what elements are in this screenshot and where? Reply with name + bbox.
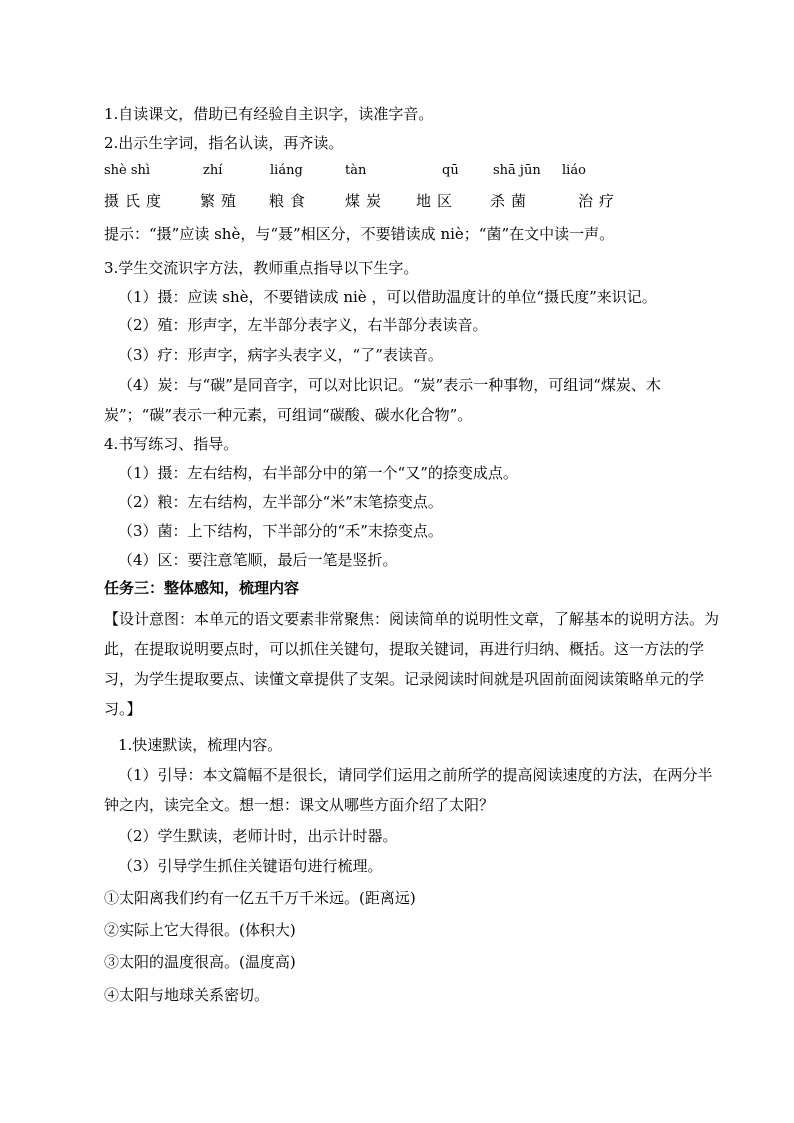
word-3: 粮食 bbox=[269, 192, 312, 210]
step-4-item-2: （2）粮：左右结构，左半部分“米”末笔捺变点。 bbox=[118, 493, 443, 511]
step-2: 2.出示生字词，指名认读，再齐读。 bbox=[104, 134, 344, 152]
step-4-item-1: （1）摄：左右结构，右半部分中的第一个“又”的捺变成点。 bbox=[118, 464, 518, 482]
pinyin-6: shā jūn bbox=[493, 163, 541, 178]
word-2: 繁殖 bbox=[200, 192, 243, 210]
pinyin-1: shè shì bbox=[104, 163, 151, 178]
section-1-item-2: （2）学生默读，老师计时，出示计时器。 bbox=[118, 827, 398, 845]
step-4-item-3: （3）菌：上下结构，下半部分的“禾”末捺变点。 bbox=[118, 522, 443, 540]
step-1: 1.自读课文，借助已有经验自主识字，读准字音。 bbox=[104, 105, 434, 123]
section-1-item-3: （3）引导学生抓住关键语句进行梳理。 bbox=[118, 857, 383, 875]
word-1: 摄氏度 bbox=[104, 192, 168, 210]
pinyin-5: qū bbox=[442, 163, 459, 178]
step-4: 4.书写练习、指导。 bbox=[104, 435, 239, 453]
step-3-item-4: （4）炭：与“碳”是同音字，可以对比识记。“炭”表示一种事物，可组词“煤炭、木炭”；“碳”表示一种元素，可组词“碳酸、碳水化合物”。 bbox=[104, 376, 661, 424]
word-5: 地区 bbox=[416, 192, 459, 210]
content-point-2: ②实际上它大得很。(体积大) bbox=[104, 921, 296, 939]
word-4: 煤炭 bbox=[345, 192, 388, 210]
content-point-4: ④太阳与地球关系密切。 bbox=[104, 986, 270, 1004]
pinyin-7: liáo bbox=[562, 163, 586, 178]
word-6: 杀菌 bbox=[490, 192, 533, 210]
task-3-heading: 任务三：整体感知，梳理内容 bbox=[104, 579, 300, 597]
step-3-item-2: （2）殖：形声字，左半部分表字义，右半部分表读音。 bbox=[118, 316, 488, 334]
section-1: 1.快速默读，梳理内容。 bbox=[118, 736, 283, 754]
pinyin-2: zhí bbox=[203, 163, 223, 178]
tip-text: 提示：“摄”应读 shè，与“聂”相区分，不要错读成 niè；“菌”在文中读一声。 bbox=[104, 225, 615, 243]
design-intent: 【设计意图：本单元的语文要素非常聚焦：阅读简单的说明性文章，了解基本的说明方法。为此，在提取说明要点时，可以抓住关键句，提取关键词，再进行归纳、概括。这一方法的学习，为学生提取要点、读懂文章提供了支架。记录阅读时间就是巩固前面阅读策略单元的学习。】 bbox=[104, 610, 720, 718]
content-point-3: ③太阳的温度很高。(温度高) bbox=[104, 953, 296, 971]
word-7: 治疗 bbox=[578, 192, 621, 210]
content-point-1: ①太阳离我们约有一亿五千万千米远。(距离远) bbox=[104, 889, 416, 907]
section-1-item-1: （1）引导：本文篇幅不是很长，请同学们运用之前所学的提高阅读速度的方法，在两分半钟之内，读完全文。想一想：课文从哪些方面介绍了太阳？ bbox=[104, 766, 713, 814]
step-3-item-3: （3）疗：形声字，病字头表字义，“了”表读音。 bbox=[118, 346, 443, 364]
pinyin-3: liáng bbox=[270, 163, 303, 178]
step-3: 3.学生交流识字方法，教师重点指导以下生字。 bbox=[104, 259, 419, 277]
pinyin-4: tàn bbox=[345, 163, 367, 178]
step-3-item-1: （1）摄：应读 shè，不要错读成 niè ，可以借助温度计的单位“摄氏度”来识记。 bbox=[118, 288, 657, 306]
step-4-item-4: （4）区：要注意笔顺，最后一笔是竖折。 bbox=[118, 551, 398, 569]
